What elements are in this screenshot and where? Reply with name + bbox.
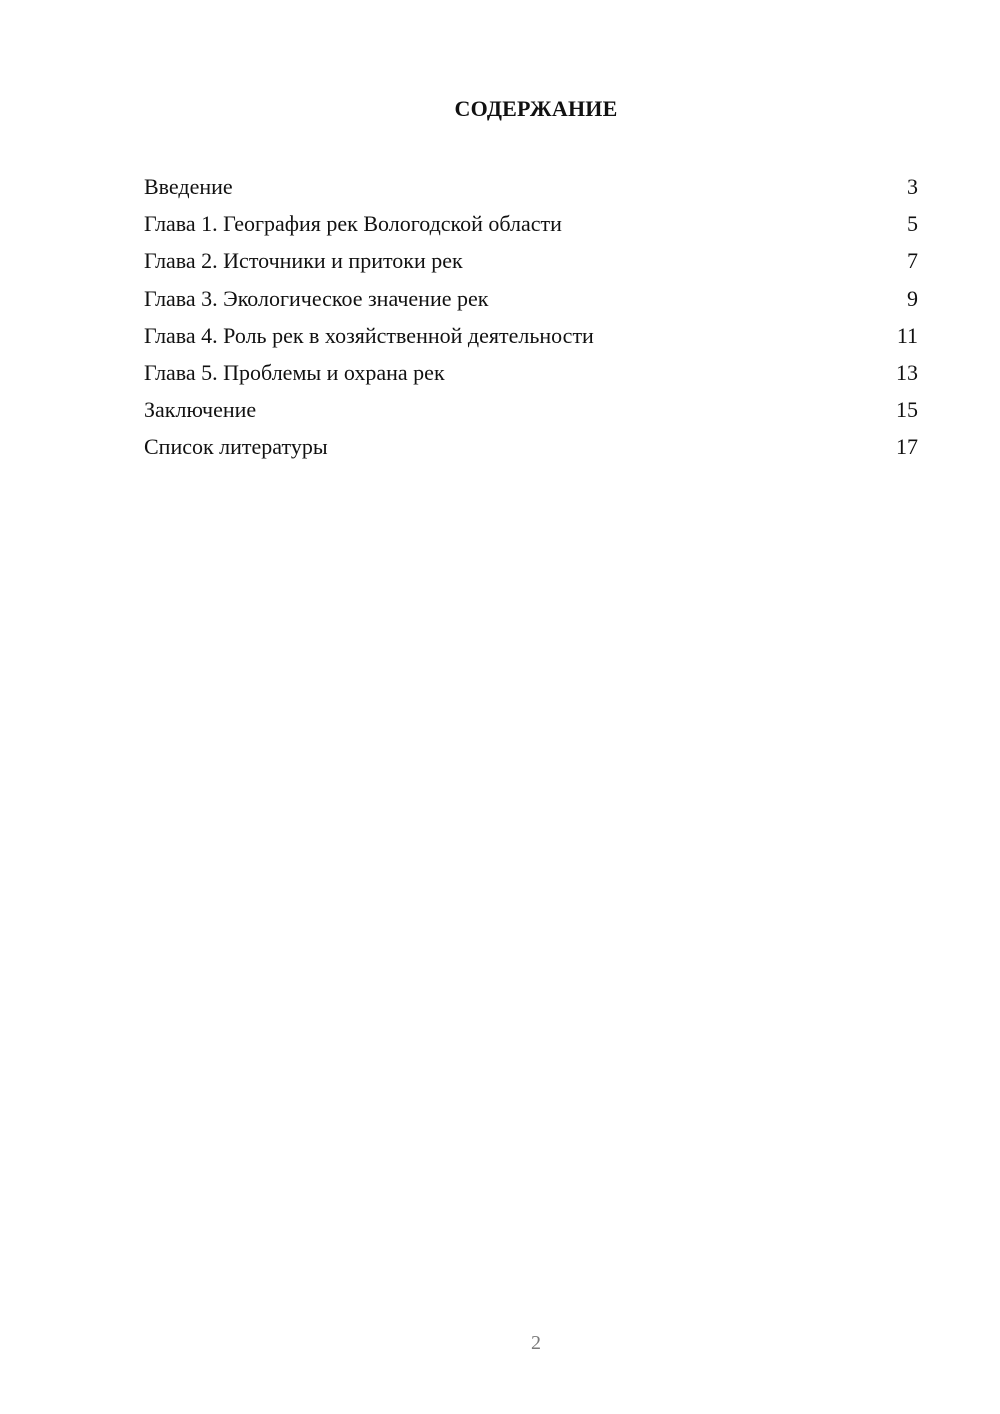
toc-entry-page: 5 xyxy=(907,211,918,237)
toc-entry-page: 13 xyxy=(896,359,918,385)
toc-entry-page: 15 xyxy=(896,397,918,423)
toc-entry-chapter-5 xyxy=(144,354,918,391)
table-of-contents xyxy=(144,168,918,466)
toc-entry-label: Глава 3. Экологическое значение рек xyxy=(144,285,489,311)
toc-entry-chapter-3 xyxy=(144,280,918,317)
toc-entry-label: Глава 2. Источники и притоки рек xyxy=(144,248,463,274)
toc-entry-conclusion xyxy=(144,391,918,428)
toc-entry-label: Список литературы xyxy=(144,434,328,460)
toc-entry-page: 11 xyxy=(896,322,918,348)
toc-entry-label: Глава 5. Проблемы и охрана рек xyxy=(144,359,445,385)
toc-entry-page: 17 xyxy=(896,434,918,460)
toc-entry-chapter-1 xyxy=(144,205,918,242)
toc-entry-page: 9 xyxy=(907,285,918,311)
toc-entry-label: Введение xyxy=(144,174,233,199)
toc-entry-references xyxy=(144,428,918,465)
toc-entry-chapter-4 xyxy=(144,317,918,354)
page-title: СОДЕРЖАНИЕ xyxy=(454,96,618,121)
toc-entry-page: 3 xyxy=(907,174,918,199)
toc-entry-page: 7 xyxy=(907,248,918,274)
toc-entry-chapter-2 xyxy=(144,242,918,279)
toc-entry-introduction xyxy=(144,168,918,205)
toc-entry-label: Заключение xyxy=(144,397,257,423)
page-number: 2 xyxy=(531,1332,541,1354)
toc-entry-label: Глава 1. География рек Вологодской области xyxy=(144,211,562,237)
toc-entry-label: Глава 4. Роль рек в хозяйственной деятельности xyxy=(144,322,594,348)
